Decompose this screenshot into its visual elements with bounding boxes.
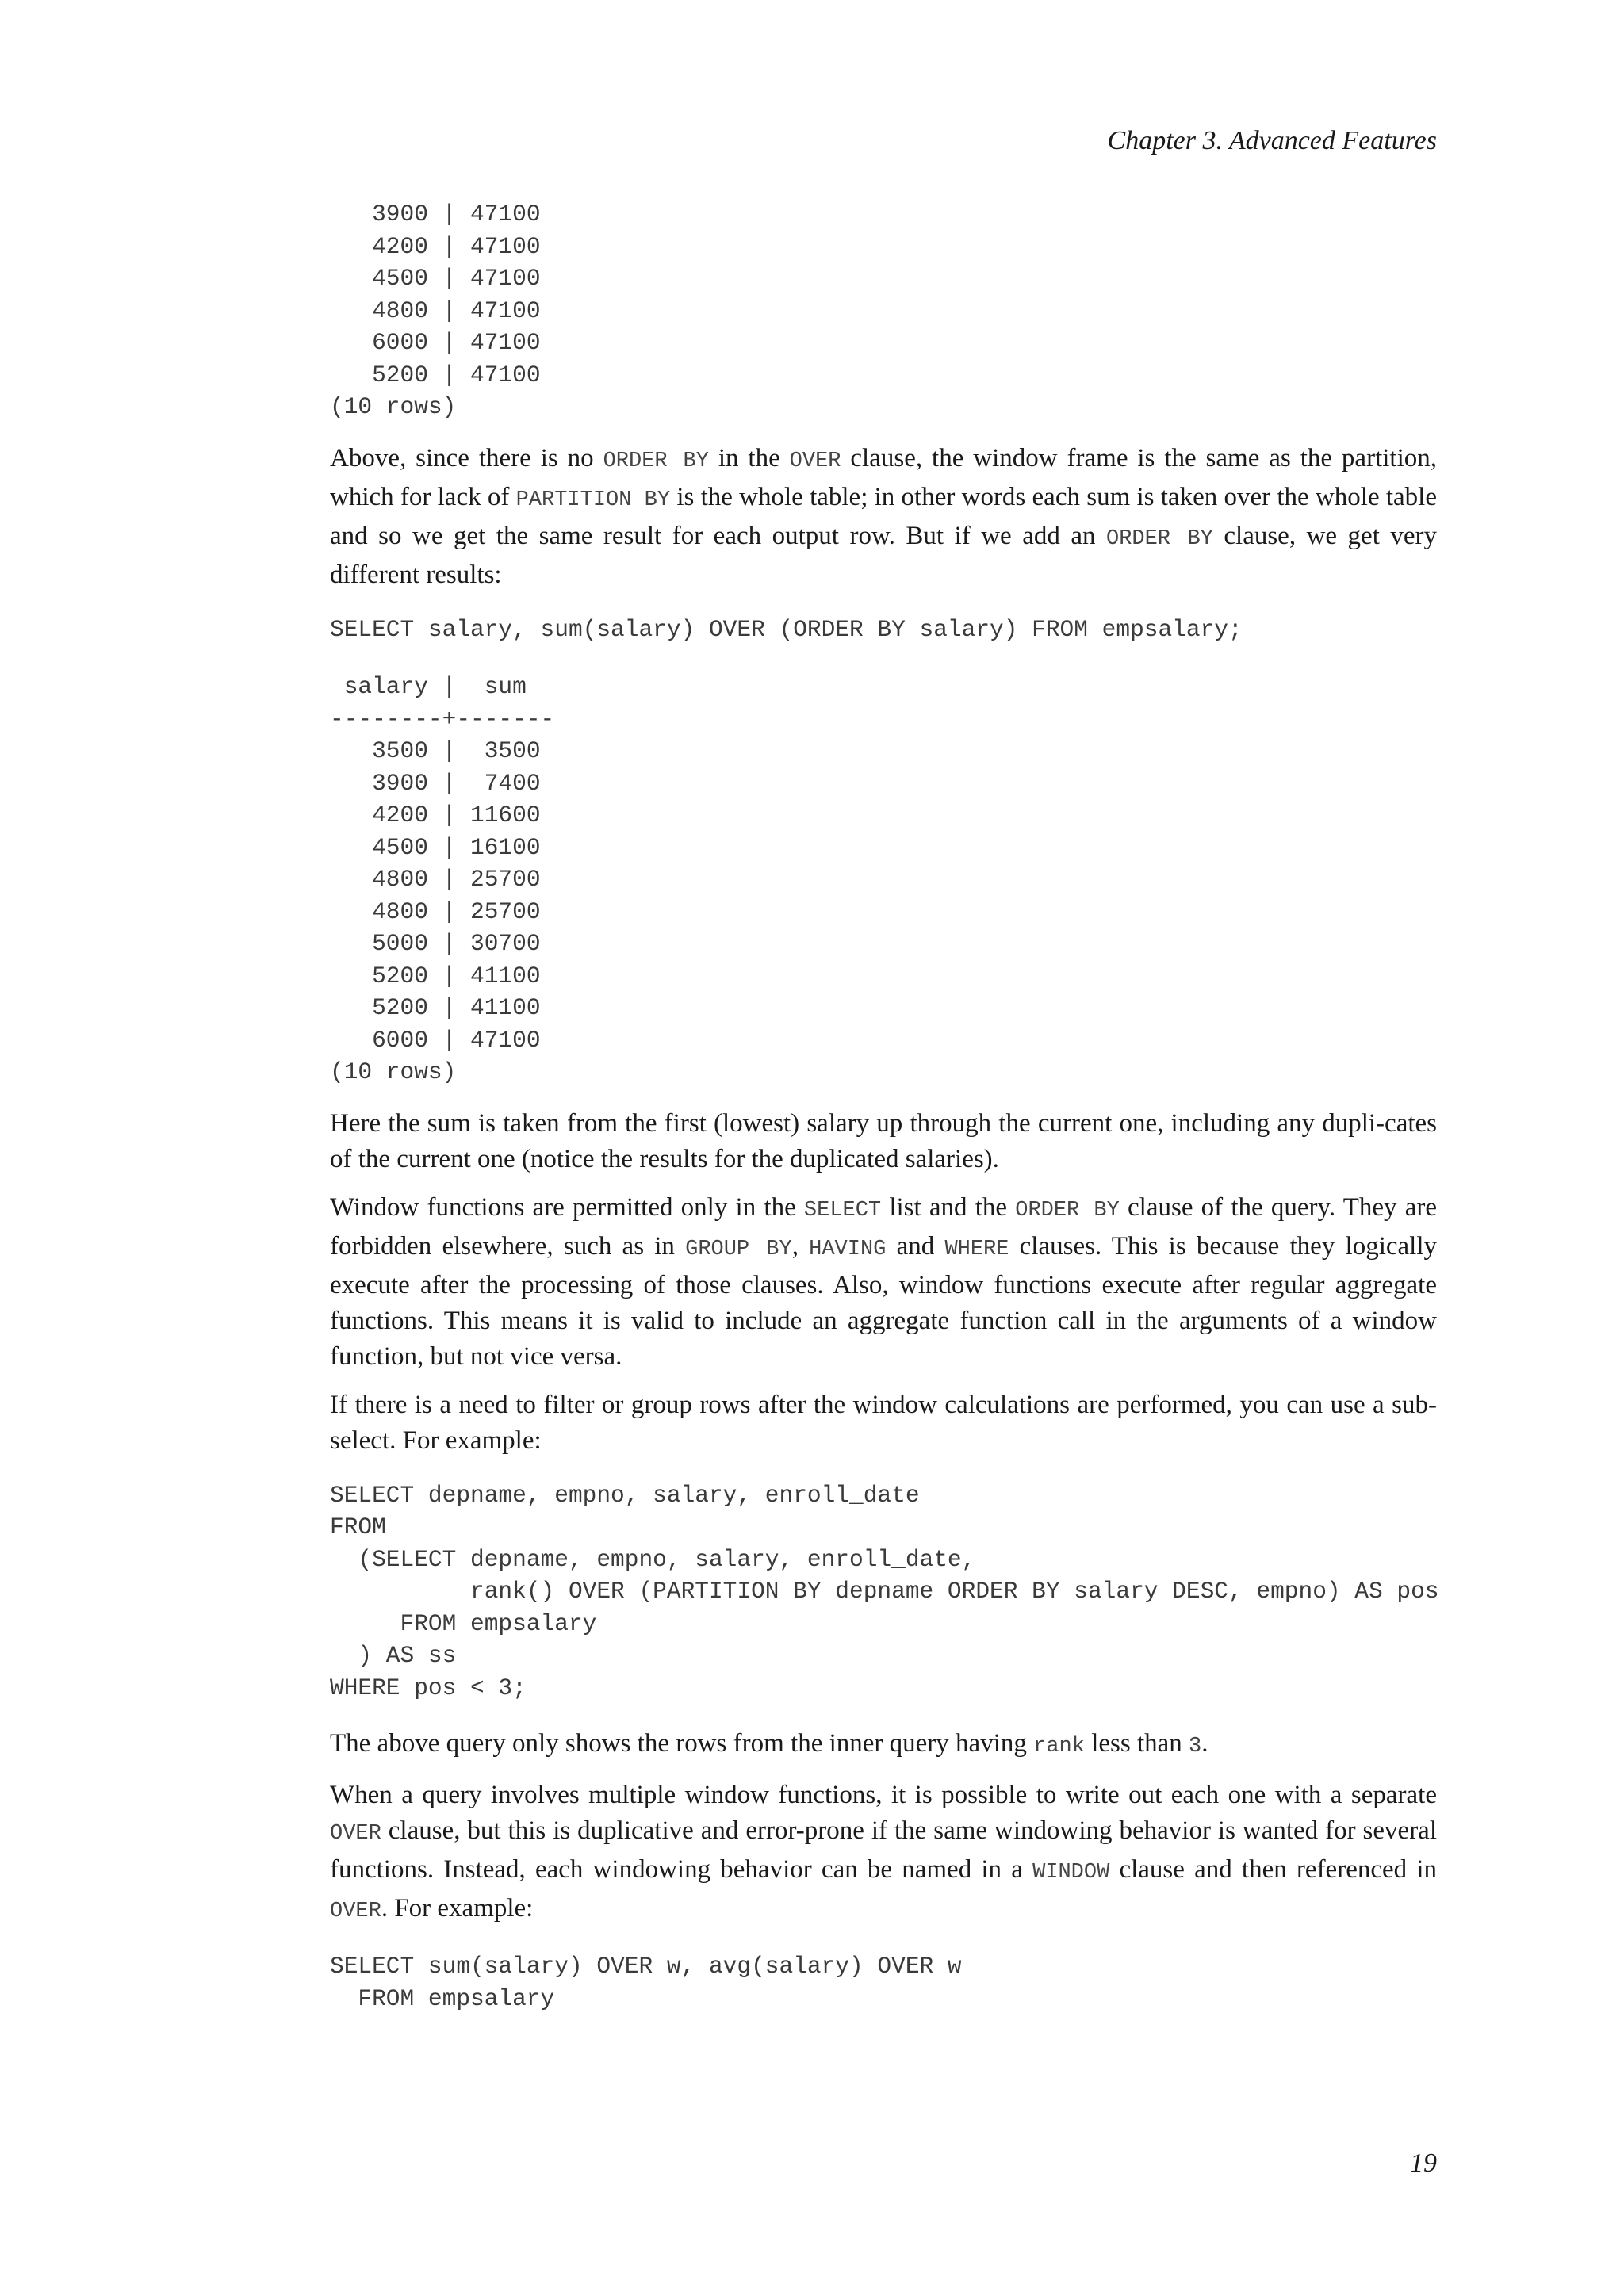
code-block: SELECT depname, empno, salary, enroll_date FROM (SELECT depname, empno, salary, enroll_date, rank() OVER (PARTITION BY depname ORDER BY salary DESC, empno) AS pos FROM empsalary ) AS ss WHERE pos < 3; (330, 1481, 1439, 1701)
paragraph (330, 1106, 1437, 1177)
code-block: SELECT salary, sum(salary) OVER (ORDER BY salary) FROM empsalary; (330, 615, 1243, 643)
inline-code: OVER (330, 1900, 381, 1923)
text-run: clauses. This is because they logically execute after the processing of those clauses. Also, window functions execute after regular aggregate functions. This means it is valid to include an aggregate function call in the arguments of a window function, but not vice versa. (330, 1231, 1437, 1371)
text-run: When a query involves multiple window functions, it is possible to write out each one with a separate (330, 1781, 1437, 1809)
paragraph (330, 441, 1437, 593)
text-run: is the whole table; in other words each sum is taken over the whole table and so we get the same result for each output row. But if we add an (330, 482, 1437, 550)
inline-code: WHERE (944, 1237, 1009, 1261)
inline-code: 3 (1189, 1735, 1202, 1758)
inline-code: HAVING (809, 1237, 887, 1261)
inline-code: SELECT (803, 1198, 882, 1223)
text-run: . For example: (381, 1894, 534, 1923)
page-body (330, 198, 1437, 2015)
code-block: salary | sum --------+------- 3500 | 3500 3900 | 7400 4200 | 11600 4500 | 16100 4800 | 25700 4800 | 25700 5000 | 30700 5200 | 41100 5200 | 41100 6000 | 47100 (10 rows) (330, 673, 555, 1085)
text-run: If there is a need to filter or group rows after the window calculations are performed, you can use a sub-select. For example: (330, 1390, 1437, 1455)
text-run: The above query only shows the rows from the inner query having (330, 1729, 1034, 1758)
text-run: Above, since there is no (330, 443, 603, 473)
inline-code: OVER (789, 449, 841, 473)
inline-code: PARTITION BY (515, 488, 671, 512)
paragraph (330, 1190, 1437, 1375)
inline-code: rank (1033, 1735, 1085, 1758)
text-run: list and the (881, 1192, 1016, 1222)
text-run: and (886, 1231, 945, 1261)
text-run: less than (1084, 1729, 1189, 1758)
text-run: in the (708, 443, 790, 473)
text-run: . (1201, 1729, 1208, 1758)
text-run: clause, but this is duplicative and error-prone if the same windowing behavior is wanted for several functions. Instead, each windowing behavior can be named in a (330, 1816, 1437, 1884)
text-run: Here the sum is taken from the first (lowest) salary up through the current one, including any dupli-cates of the current one (notice the results for the duplicated salaries). (330, 1108, 1437, 1173)
inline-code: ORDER BY (603, 449, 709, 473)
paragraph (330, 1387, 1437, 1459)
text-run: Window functions are permitted only in the (330, 1192, 804, 1222)
text-run: clause, the window frame is the same as the partition, which for lack of (330, 443, 1437, 511)
paragraph (330, 1726, 1437, 1765)
inline-code: WINDOW (1032, 1861, 1110, 1885)
text-run: clause, we get very different results: (330, 521, 1438, 589)
text-run: clause of the query. They are forbidden elsewhere, such as in (330, 1192, 1438, 1261)
text-run: , (791, 1231, 810, 1261)
inline-code: ORDER BY (1015, 1198, 1120, 1223)
paragraph (330, 1777, 1437, 1930)
inline-code: GROUP BY (685, 1237, 792, 1261)
code-block: SELECT sum(salary) OVER w, avg(salary) OVER w FROM empsalary (330, 1953, 962, 2012)
page-number: 19 (1410, 2149, 1437, 2178)
page-header: Chapter 3. Advanced Features (1107, 126, 1437, 155)
code-block: 3900 | 47100 4200 | 47100 4500 | 47100 4800 | 47100 6000 | 47100 5200 | 47100 (10 rows) (330, 201, 541, 420)
inline-code: ORDER BY (1106, 526, 1213, 551)
inline-code: OVER (330, 1822, 381, 1846)
text-run: clause and then referenced in (1109, 1855, 1437, 1884)
